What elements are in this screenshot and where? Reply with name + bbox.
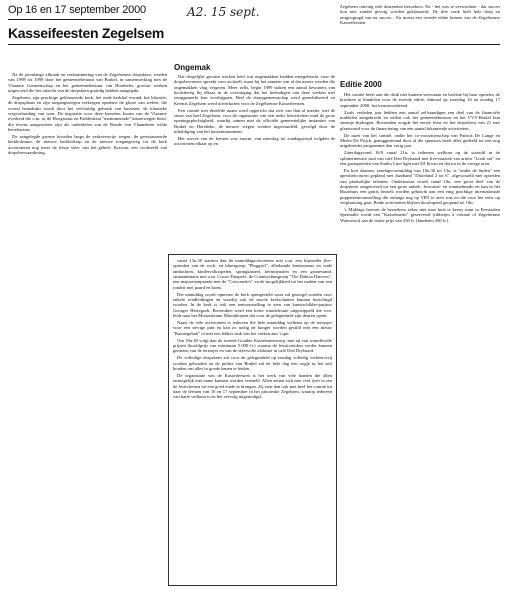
column-3-intro	[340, 4, 500, 56]
date-underline	[8, 19, 141, 20]
paragraph: Dat dergelijke grootse werken heel wat ongemakken hadden meegebracht voor de dorpsbewoners spreekt voor zichzelf, maar bij het aanzien van al dat moois werden die ongemakken vlug vergeten. Meer zelfs, begin 1999 staken een aantal bewoners van hoofdeweg bij elkaar in de overtuiging dat het beëindigen van deze werken niet onopgemerkt kon voorbijgaan. Heel de dorpsgemeenschap werd gemobiliseerd en Kermis Zegelsem werd uitverkozen voor de Zegelsemse Kasseifeesten.	[174, 74, 335, 106]
article-date: Op 16 en 17 september 2000	[8, 4, 146, 16]
column-2	[174, 74, 335, 254]
continuation-box	[168, 254, 337, 586]
paragraph: Zoals verleden jaar hebben een aantal zelfstandigen een deel van de financiële middelen aangebracht en zullen ook het gemeentebestuur en het VVV-Brakel hun steentje bijdragen. Bovendien zorgde het eerste feest en het dorpsfeest van 21 mei plaatsvond voor de financiering van een aantal bikemende activiteiten.	[340, 109, 500, 131]
column-1	[8, 72, 167, 272]
paragraph: En kort daarom, zondagvoormiddag van 10u.30 tot 13u. is "onder de linden" een aperitiefconcert gepland met Jazzband "Dixieland 2 tot 6", afgewisseld met optreden van plaatselijke talenten. Ondertussen wordt vanaf 10u. een groot deel van de dorpskern omgetoverd tot een grote antiek-, brocante- en rommelmarkt en kan in het Buurthuis een gratis bezoek worden gebracht aan een enig prachtige internationale poppententoonstelling die onlangs nog op VRT te zien was en die voor het eerst op verplaatsing gaat. Beide activiteiten blijven doorlopend geopend tot 18u.	[340, 167, 500, 205]
paragraph: Naast de vele activiteiten is iedereen die hele namiddag welkom op de terrasjes voor een stevige pint en kan zo nodig de honger worden gestild met een nieuw "Kassiegebak" of met een lekker stuk van het varken aan 't spit.	[173, 319, 332, 336]
article-title: Kasseifeesten Zegelsem	[8, 25, 165, 41]
paragraph: Om 18u.30 volgt dan de tweede Gouden Kasseisteenworp, met tal van waardevolle prijzen (hoofdprijs van minimum 5.000 fr.) waarna de feestivieiders verder kunnen genieten van de terrasjes en van de sfeervolle afsluiter in café Den Dryhaard.	[173, 337, 332, 354]
paragraph: De organisatie van de Kasseifeesten is het werk van vele handen die allen onmogelijk met name kunnen worden vermeld. Allen zetten zich met veel ijver in om de festiviteiten tot een goed einde te brengen. Zij zien dan ook met heel het comité uit naar de feesten van 16 en 17 september in het pittoreske Zegelsem, waarop iedereen van harte welkom is en het vervolg uitgenodigd.	[173, 372, 332, 400]
paragraph: Het succes van de feesten was enorm, van zaterdag tot zondagavond volgden de activiteiten elkaar op en	[174, 135, 335, 147]
paragraph: De aangelegde groene boorden langs de verkeersvrije wegen, de gerestaureerde kerkhofmuur, de nieuwe kerkhoftrap en de nieuwe toegangsweg tot de kerk accentueren nog meer de frisse sfeer van het geheel. Kortom, een voorbeeld van dorpsherwaardering.	[8, 133, 167, 155]
paragraph: De inzet van het comité, onder het co-voorzitterschap van Patrick De Lange en Mieke De Prijck, genuggesteund door al die sponsors heeft alles gedeeld tot een nog uitgebreider programma dan vorig jaar.	[340, 132, 500, 149]
column-3	[340, 92, 500, 320]
paragraph: vanaf 13u.30 startten dan de namiddagactiviteiten met o.m. een bijzonder live-optreden van de rock- en bluesgroep "Pluggeel", allerhande kunstenaars en oude ambachten, kindervolksspelen, springkasteel, kermismolen en een grimestand, straatanimatie met o.m. Circus Patapoef, de Countrydansgroep "The Dakota Dancers", een majorettenparade met de "Crescendo's" en de mogelijkheid tot het maken van een rondrit met paard en koets.	[173, 258, 332, 290]
paragraph: Een comité met dezelfde naam werd opgericht dat zich van dan af inzette, met de steun van heel Zegelsem, voor de organisatie van een reeks festiviteiten rond de grote openingsplechtigheid, waarbij samen met de officiële gemeentelijke instanties van Brakel en Horebeke, de nieuwe wegen werden ingewandeld, gevolgd door de inhuldiging van het kasseimonument.	[174, 107, 335, 135]
paragraph: Het comité heeft aan die druk niet kunnen weerstaan en besliste bij haar opnieuw de krachten te bundelen voor de tweede editie, ditmaal op zaterdag 16 en zondag 17 september 2000, het kermisweekend.	[340, 92, 500, 108]
section-heading-ongemak: Ongemak	[174, 63, 211, 72]
paragraph: Die namiddag wordt opnieuw de kerk opengesteld waar zal gezorgd worden voor enkele rondleidingen en waarbij ook de mooie kerkschatten kunnen bezichtigd worden. In de kerk is ook een tentoonstelling te zien van kunstschilder-pastoor Georges Herregods. Bovendien werd een korte wandelroute uitgestippeld die o.m. leidt naar het Monasterium Mariakluizen dat voor de gelegenheid zijn deuren opent.	[173, 291, 332, 319]
handwritten-note: A2. 15 sept.	[187, 5, 260, 19]
paragraph: De volledige dorpskern zal voor de gelegenheid op zondag volledig verkeersvrij worden gehouden en de politie van Brakel zal de hele dag een oogje in het zeil houden om alles in goede banen te leiden.	[173, 355, 332, 371]
paragraph: Zaterdagavond 16/9 vanaf 21u. is iedereen welkom op de startuhl in de splinternieuwe zaal van café Den Dryhaard met live-muziek van artiest "Look out" en een gastoptreden van Studio Line light met DJ Erwin en dat tot in de vroege uren.	[340, 150, 500, 166]
paragraph: Zegelsem, zijn prachtige geklasseerde kerk, het oude kerkhof errond, het kloostér, de dorpsplaats en zijn toegangswegen verkregen opnieuw de glorie van weleer, die vooral benadrukt wordt door het veelvuldig gebruik van kasseien, de klassieke wegverharding van toen. De inspiratie voor deze kasseien kwam van de Vlaamse overheid die o.m. in de Hoogstraat en Paddestraat "monumentale" kasseiwegen bezit, die tevens aangewezen zijn als onderdelen van de Ronde van Vlaanderen wilde beoefenaars.	[8, 94, 167, 133]
section-heading-editie-2000: Editie 2000	[340, 80, 382, 89]
paragraph: 's Middags hoeven de bezoekers zeker niet naar huis te keren want in Feestzalen Spermalie wordt een "Kasseimenu" geserveerd (ribbetjes à volonté of Zegelsemse Waterzooi) aan de totale prijs van 350 fr. (kinderen 200 fr.).	[340, 206, 500, 223]
paragraph: Na de jarenlange afbraak en verkommering van de Zegelsemse dorpskern, werden van 1998 tot 1999 door het gemeentebestuur van Brakel, in samenwerking met de Vlaamse Gemeenschap en het gemeentebestuur van Horebeke, grootse werken uitgevoerd die het uitzicht van de dorpskern grondig hebben aangepakt.	[8, 72, 167, 94]
paragraph: Zegelsem ontving vele duizenden bezoekers. En - het was te verwachten - dat succes kon niet zonder gevolg worden geklasseerd. De drie vonk hielt hele dorp en ontgoogingd van na succes... En moest een tweede editie komen van de Zegelsemse Kasseifeesten.	[340, 4, 500, 26]
continuation-text	[173, 258, 332, 581]
